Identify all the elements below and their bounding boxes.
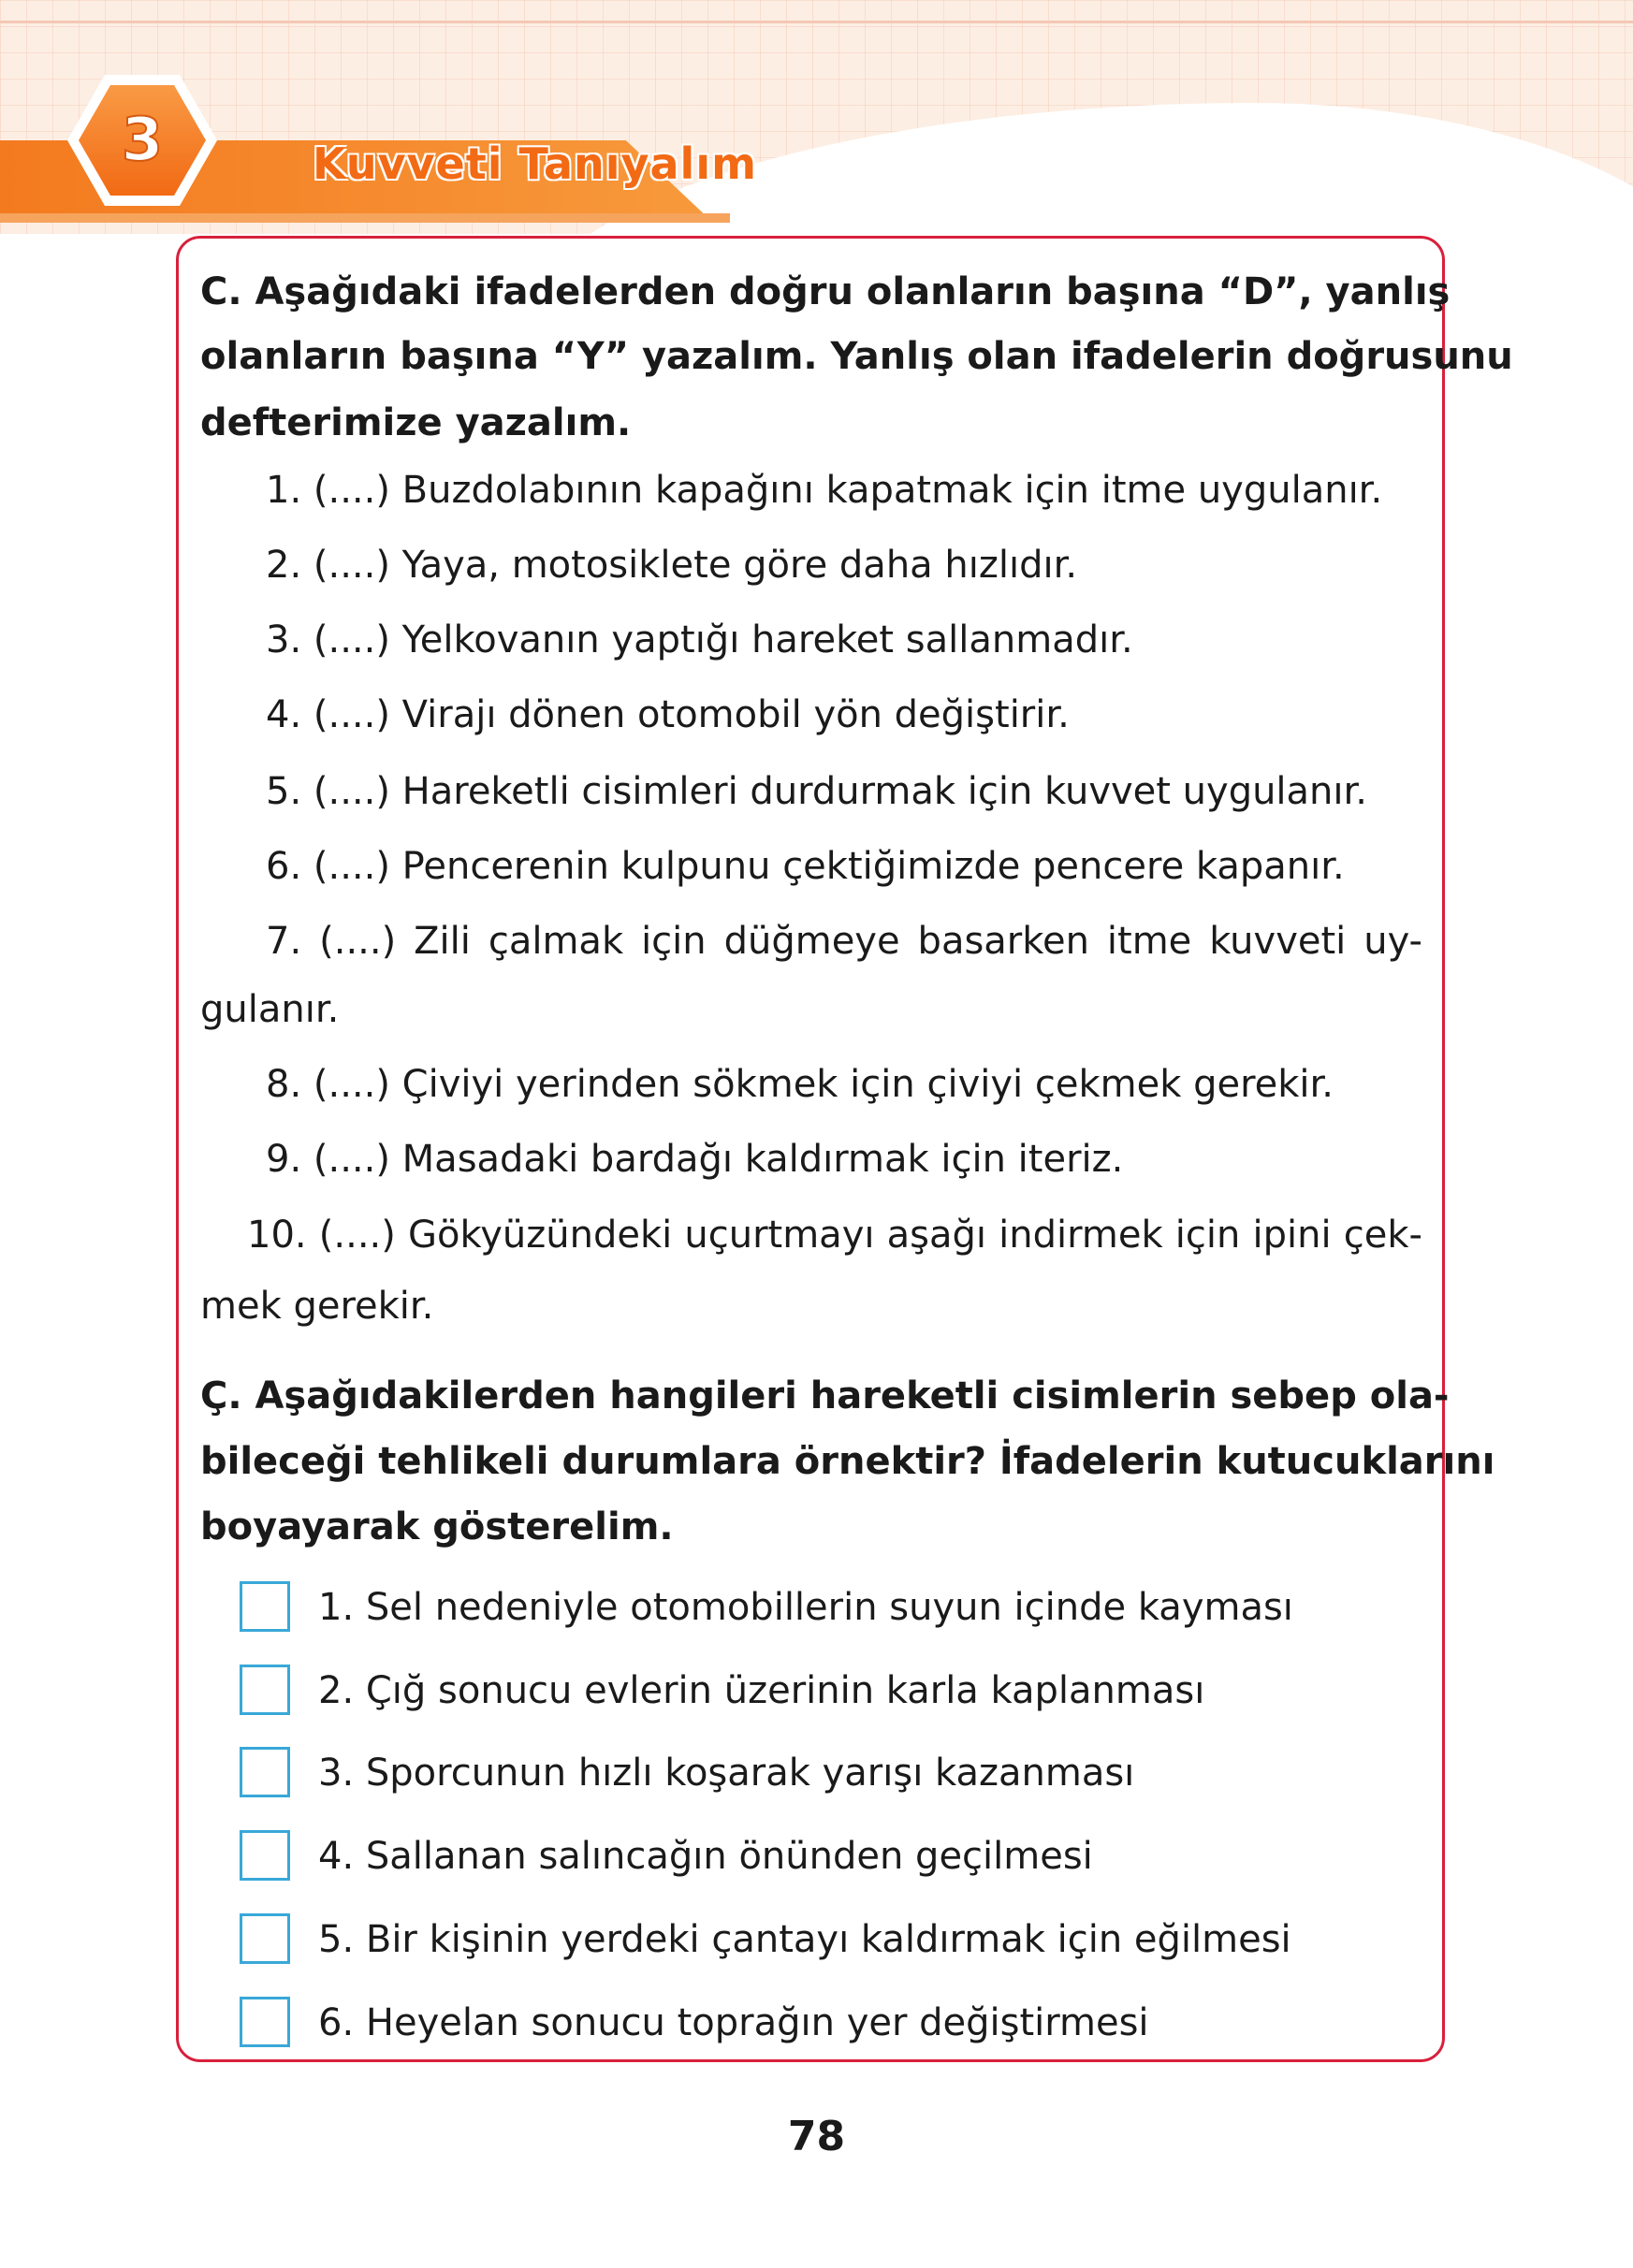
header-top-line — [0, 21, 1633, 23]
statement-item-7-continuation: gulanır. — [200, 988, 340, 1031]
checkbox-item-1[interactable] — [240, 1581, 290, 1632]
danger-item-3: 3. Sporcunun hızlı koşarak yarışı kazanması — [318, 1752, 1135, 1795]
section-cc-instruction-line-3: boyayarak gösterelim. — [200, 1505, 674, 1548]
danger-item-5: 5. Bir kişinin yerdeki çantayı kaldırmak için eğilmesi — [318, 1918, 1291, 1961]
statement-item-10: 10. (....) Gökyüzündeki uçurtmayı aşağı indirmek için ipini çek- — [247, 1214, 1422, 1257]
statement-item-5: 5. (....) Hareketli cisimleri durdurmak için kuvvet uygulanır. — [266, 770, 1368, 813]
statement-item-10-continuation: mek gerekir. — [200, 1285, 434, 1328]
section-c-instruction-line-3: defterimize yazalım. — [200, 401, 632, 444]
unit-title: Kuvveti Tanıyalım — [313, 138, 758, 189]
checkbox-item-3[interactable] — [240, 1747, 290, 1797]
unit-number: 3 — [121, 106, 164, 175]
danger-item-6: 6. Heyelan sonucu toprağın yer değiştirmesi — [318, 2001, 1149, 2044]
section-c-instruction-line-1: C. Aşağıdaki ifadelerden doğru olanların başına “D”, yanlış — [200, 270, 1451, 313]
danger-item-4: 4. Sallanan salıncağın önünden geçilmesi — [318, 1835, 1093, 1878]
section-c-instruction-line-2: olanların başına “Y” yazalım. Yanlış olan ifadelerin doğrusunu — [200, 335, 1513, 378]
statement-item-6: 6. (....) Pencerenin kulpunu çektiğimizde pencere kapanır. — [266, 845, 1345, 888]
statement-item-7: 7. (....) Zili çalmak için düğmeye basarken itme kuvveti uy- — [266, 920, 1422, 963]
statement-item-3: 3. (....) Yelkovanın yaptığı hareket sallanmadır. — [266, 618, 1133, 662]
danger-item-1: 1. Sel nedeniyle otomobillerin suyun içinde kayması — [318, 1586, 1293, 1629]
page-number: 78 — [787, 2113, 846, 2160]
checkbox-item-5[interactable] — [240, 1913, 290, 1964]
section-cc-instruction-line-2: bileceği tehlikeli durumlara örnektir? İfadelerin kutucuklarını — [200, 1440, 1495, 1483]
danger-item-2: 2. Çığ sonucu evlerin üzerinin karla kaplanması — [318, 1669, 1205, 1712]
statement-item-4: 4. (....) Virajı dönen otomobil yön değiştirir. — [266, 693, 1070, 736]
statement-item-2: 2. (....) Yaya, motosiklete göre daha hızlıdır. — [266, 544, 1078, 587]
statement-item-8: 8. (....) Çiviyi yerinden sökmek için çiviyi çekmek gerekir. — [266, 1063, 1334, 1106]
section-cc-instruction-line-1: Ç. Aşağıdakilerden hangileri hareketli cisimlerin sebep ola- — [200, 1374, 1450, 1418]
statement-item-1: 1. (....) Buzdolabının kapağını kapatmak için itme uygulanır. — [266, 469, 1383, 512]
unit-title-banner-underline — [0, 213, 730, 223]
statement-item-9: 9. (....) Masadaki bardağı kaldırmak için iteriz. — [266, 1138, 1124, 1181]
checkbox-item-2[interactable] — [240, 1665, 290, 1715]
checkbox-item-4[interactable] — [240, 1830, 290, 1881]
checkbox-item-6[interactable] — [240, 1997, 290, 2047]
